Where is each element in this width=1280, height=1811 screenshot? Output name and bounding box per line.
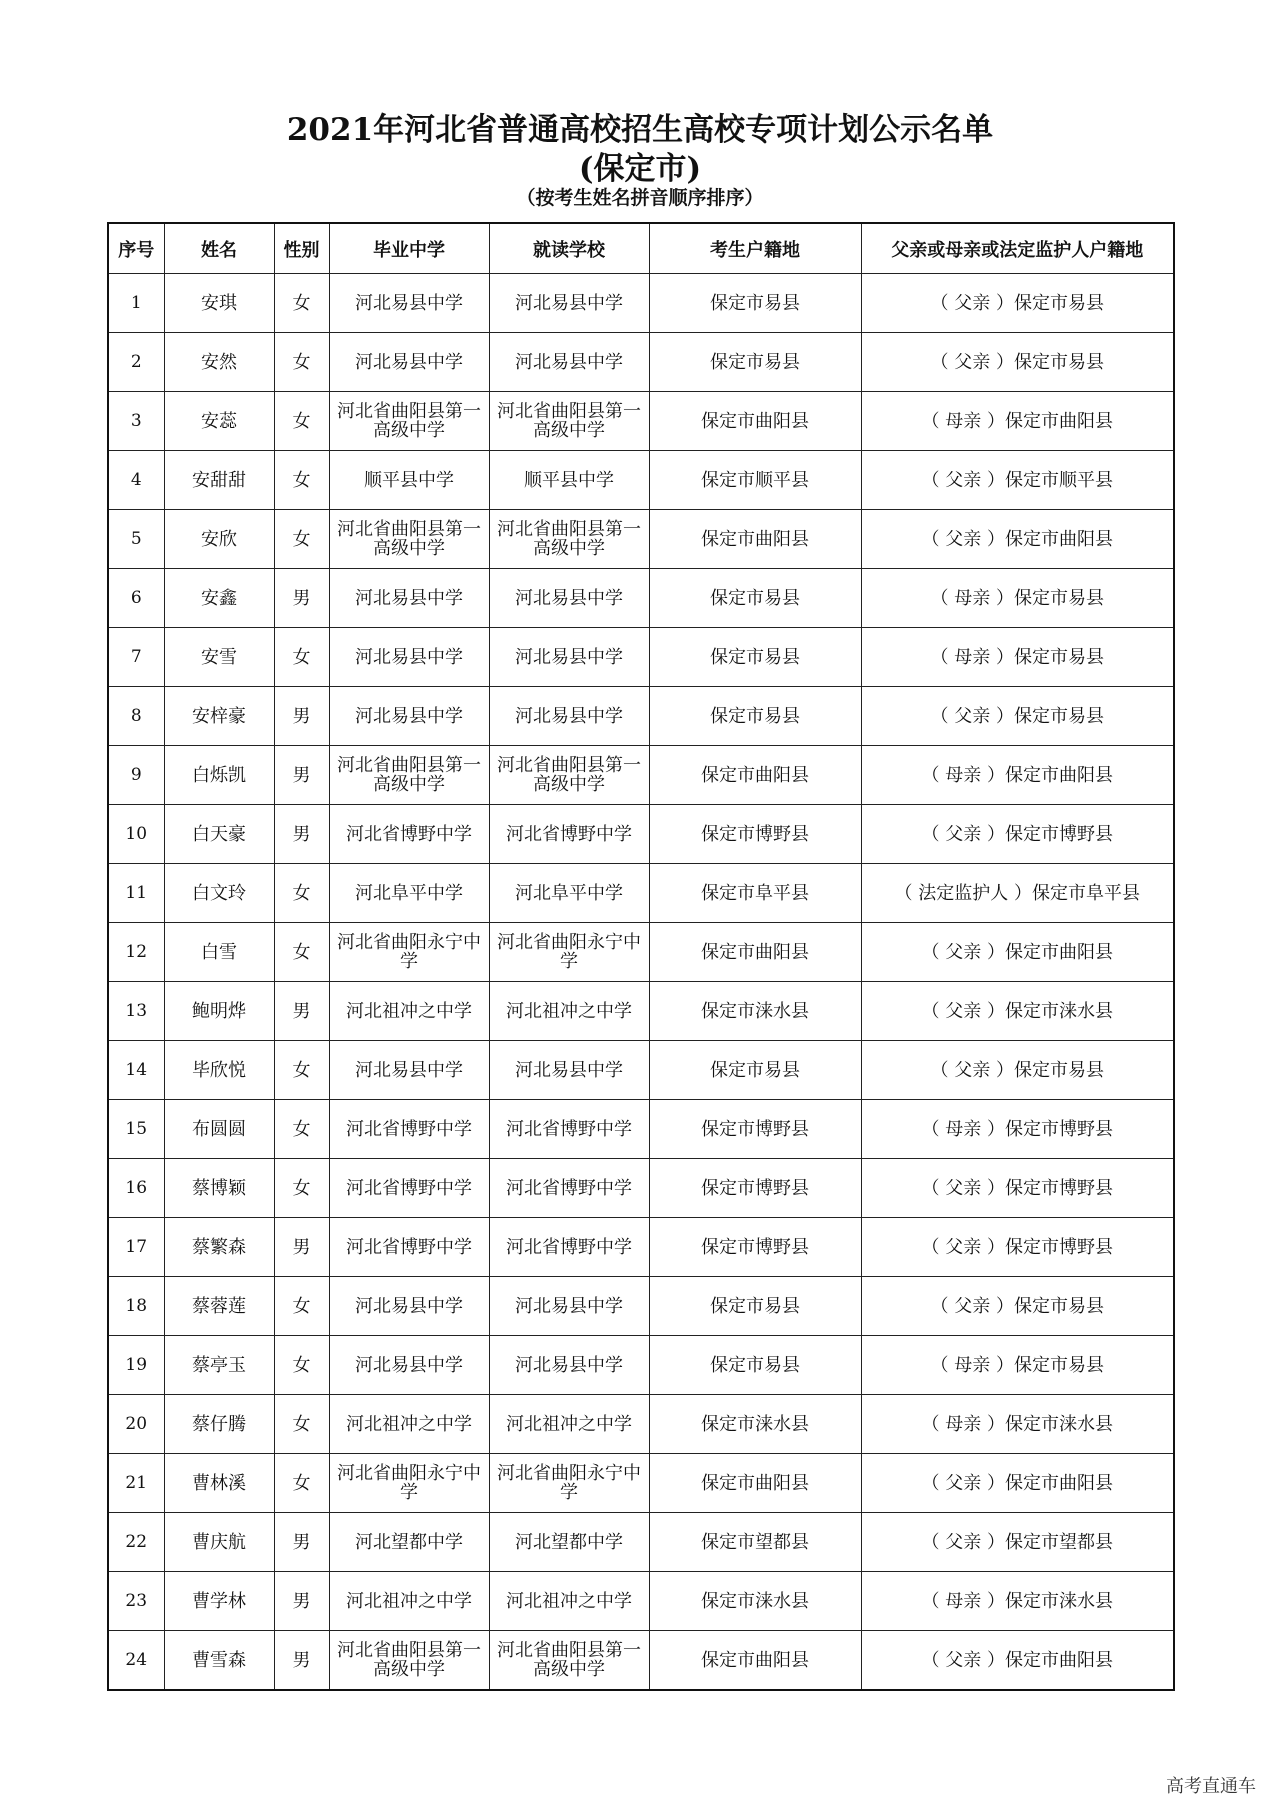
cell-grad-school: 河北易县中学	[329, 1277, 489, 1336]
cell-seq: 1	[108, 274, 164, 333]
cell-grad-school: 河北易县中学	[329, 333, 489, 392]
cell-student-hukou: 保定市顺平县	[649, 451, 861, 510]
cell-current-school: 河北望都中学	[489, 1513, 649, 1572]
cell-student-hukou: 保定市易县	[649, 1336, 861, 1395]
cell-grad-school: 河北省曲阳永宁中学	[329, 1454, 489, 1513]
cell-gender: 男	[274, 1572, 329, 1631]
cell-grad-school: 河北阜平中学	[329, 864, 489, 923]
cell-grad-school: 河北省曲阳县第一高级中学	[329, 510, 489, 569]
cell-seq: 20	[108, 1395, 164, 1454]
cell-name: 蔡博颖	[164, 1159, 274, 1218]
cell-gender: 女	[274, 451, 329, 510]
cell-student-hukou: 保定市易县	[649, 1041, 861, 1100]
cell-guardian-hukou: （ 父亲 ）保定市曲阳县	[861, 1454, 1174, 1513]
table-row	[108, 1572, 1174, 1631]
cell-grad-school: 河北省博野中学	[329, 1100, 489, 1159]
cell-current-school: 河北省曲阳县第一高级中学	[489, 746, 649, 805]
cell-name: 安然	[164, 333, 274, 392]
cell-seq: 5	[108, 510, 164, 569]
cell-name: 曹学林	[164, 1572, 274, 1631]
cell-seq: 11	[108, 864, 164, 923]
cell-guardian-hukou: （ 父亲 ）保定市涞水县	[861, 982, 1174, 1041]
cell-grad-school: 河北省曲阳永宁中学	[329, 923, 489, 982]
cell-student-hukou: 保定市涞水县	[649, 982, 861, 1041]
cell-student-hukou: 保定市涞水县	[649, 1395, 861, 1454]
cell-student-hukou: 保定市易县	[649, 628, 861, 687]
cell-seq: 10	[108, 805, 164, 864]
cell-guardian-hukou: （ 母亲 ）保定市涞水县	[861, 1572, 1174, 1631]
document-subtitle: (保定市)	[578, 151, 702, 187]
cell-name: 蔡蓉莲	[164, 1277, 274, 1336]
cell-seq: 23	[108, 1572, 164, 1631]
cell-student-hukou: 保定市易县	[649, 333, 861, 392]
cell-seq: 24	[108, 1631, 164, 1691]
table-row	[108, 1336, 1174, 1395]
cell-student-hukou: 保定市博野县	[649, 1218, 861, 1277]
cell-seq: 8	[108, 687, 164, 746]
cell-name: 安琪	[164, 274, 274, 333]
cell-seq: 9	[108, 746, 164, 805]
cell-gender: 男	[274, 569, 329, 628]
cell-student-hukou: 保定市博野县	[649, 805, 861, 864]
cell-gender: 女	[274, 628, 329, 687]
cell-gender: 女	[274, 1336, 329, 1395]
cell-gender: 女	[274, 392, 329, 451]
cell-guardian-hukou: （ 母亲 ）保定市易县	[861, 569, 1174, 628]
cell-current-school: 河北省曲阳县第一高级中学	[489, 510, 649, 569]
table-row	[108, 1218, 1174, 1277]
header-current-school: 就读学校	[489, 223, 649, 274]
cell-current-school: 河北省博野中学	[489, 1100, 649, 1159]
sort-note: （按考生姓名拼音顺序排序）	[516, 187, 764, 209]
cell-gender: 男	[274, 1513, 329, 1572]
cell-student-hukou: 保定市曲阳县	[649, 510, 861, 569]
cell-gender: 男	[274, 687, 329, 746]
cell-name: 布圆圆	[164, 1100, 274, 1159]
cell-grad-school: 河北易县中学	[329, 1336, 489, 1395]
cell-seq: 19	[108, 1336, 164, 1395]
cell-gender: 女	[274, 1041, 329, 1100]
table-row	[108, 569, 1174, 628]
cell-current-school: 河北阜平中学	[489, 864, 649, 923]
table-row	[108, 687, 1174, 746]
cell-student-hukou: 保定市易县	[649, 274, 861, 333]
cell-grad-school: 河北易县中学	[329, 274, 489, 333]
cell-current-school: 河北省曲阳县第一高级中学	[489, 392, 649, 451]
cell-gender: 女	[274, 333, 329, 392]
cell-name: 白雪	[164, 923, 274, 982]
cell-student-hukou: 保定市曲阳县	[649, 746, 861, 805]
table-row	[108, 1513, 1174, 1572]
cell-current-school: 河北易县中学	[489, 1336, 649, 1395]
cell-current-school: 河北省曲阳永宁中学	[489, 1454, 649, 1513]
cell-guardian-hukou: （ 父亲 ）保定市易县	[861, 1041, 1174, 1100]
cell-seq: 14	[108, 1041, 164, 1100]
cell-seq: 7	[108, 628, 164, 687]
cell-grad-school: 河北祖冲之中学	[329, 1572, 489, 1631]
header-gender: 性别	[274, 223, 329, 274]
cell-gender: 女	[274, 923, 329, 982]
cell-guardian-hukou: （ 父亲 ）保定市顺平县	[861, 451, 1174, 510]
cell-current-school: 河北易县中学	[489, 569, 649, 628]
cell-student-hukou: 保定市易县	[649, 569, 861, 628]
cell-name: 曹庆航	[164, 1513, 274, 1572]
cell-guardian-hukou: （ 父亲 ）保定市曲阳县	[861, 510, 1174, 569]
cell-gender: 女	[274, 1395, 329, 1454]
table-row	[108, 1100, 1174, 1159]
cell-guardian-hukou: （ 父亲 ）保定市博野县	[861, 1159, 1174, 1218]
header-student-hukou: 考生户籍地	[649, 223, 861, 274]
cell-seq: 15	[108, 1100, 164, 1159]
cell-name: 安雪	[164, 628, 274, 687]
cell-student-hukou: 保定市易县	[649, 687, 861, 746]
cell-current-school: 河北省曲阳永宁中学	[489, 923, 649, 982]
cell-guardian-hukou: （ 母亲 ）保定市易县	[861, 628, 1174, 687]
cell-guardian-hukou: （ 父亲 ）保定市望都县	[861, 1513, 1174, 1572]
cell-grad-school: 河北易县中学	[329, 628, 489, 687]
watermark-text: 高考直通车	[1166, 1776, 1256, 1797]
table-row	[108, 510, 1174, 569]
cell-gender: 男	[274, 746, 329, 805]
table-row	[108, 982, 1174, 1041]
cell-seq: 17	[108, 1218, 164, 1277]
cell-guardian-hukou: （ 母亲 ）保定市曲阳县	[861, 392, 1174, 451]
cell-grad-school: 河北省曲阳县第一高级中学	[329, 1631, 489, 1691]
table-row	[108, 451, 1174, 510]
cell-seq: 18	[108, 1277, 164, 1336]
cell-current-school: 顺平县中学	[489, 451, 649, 510]
table-row	[108, 1395, 1174, 1454]
cell-seq: 3	[108, 392, 164, 451]
cell-grad-school: 河北易县中学	[329, 687, 489, 746]
cell-current-school: 河北祖冲之中学	[489, 1572, 649, 1631]
cell-seq: 21	[108, 1454, 164, 1513]
cell-seq: 16	[108, 1159, 164, 1218]
table-row	[108, 392, 1174, 451]
cell-grad-school: 河北祖冲之中学	[329, 1395, 489, 1454]
cell-grad-school: 河北易县中学	[329, 1041, 489, 1100]
cell-student-hukou: 保定市易县	[649, 1277, 861, 1336]
cell-gender: 女	[274, 274, 329, 333]
cell-name: 安蕊	[164, 392, 274, 451]
cell-current-school: 河北易县中学	[489, 1041, 649, 1100]
cell-seq: 22	[108, 1513, 164, 1572]
cell-guardian-hukou: （ 父亲 ）保定市易县	[861, 274, 1174, 333]
table-row	[108, 274, 1174, 333]
table-row	[108, 1041, 1174, 1100]
cell-guardian-hukou: （ 母亲 ）保定市易县	[861, 1336, 1174, 1395]
cell-guardian-hukou: （ 母亲 ）保定市曲阳县	[861, 746, 1174, 805]
table-row	[108, 923, 1174, 982]
cell-guardian-hukou: （ 父亲 ）保定市易县	[861, 687, 1174, 746]
cell-guardian-hukou: （ 父亲 ）保定市易县	[861, 333, 1174, 392]
cell-guardian-hukou: （ 父亲 ）保定市曲阳县	[861, 1631, 1174, 1691]
cell-grad-school: 河北祖冲之中学	[329, 982, 489, 1041]
cell-name: 白天豪	[164, 805, 274, 864]
cell-seq: 13	[108, 982, 164, 1041]
cell-gender: 女	[274, 864, 329, 923]
cell-seq: 6	[108, 569, 164, 628]
table-row	[108, 864, 1174, 923]
cell-current-school: 河北省博野中学	[489, 805, 649, 864]
cell-name: 蔡繁森	[164, 1218, 274, 1277]
cell-name: 白烁凯	[164, 746, 274, 805]
header-seq: 序号	[108, 223, 164, 274]
cell-student-hukou: 保定市博野县	[649, 1100, 861, 1159]
cell-current-school: 河北省博野中学	[489, 1218, 649, 1277]
cell-current-school: 河北易县中学	[489, 333, 649, 392]
cell-grad-school: 河北省曲阳县第一高级中学	[329, 746, 489, 805]
cell-current-school: 河北易县中学	[489, 687, 649, 746]
cell-student-hukou: 保定市望都县	[649, 1513, 861, 1572]
table-body	[108, 274, 1174, 1691]
cell-current-school: 河北省曲阳县第一高级中学	[489, 1631, 649, 1691]
cell-name: 蔡仔腾	[164, 1395, 274, 1454]
cell-name: 鲍明烨	[164, 982, 274, 1041]
cell-grad-school: 河北望都中学	[329, 1513, 489, 1572]
document-title: 2021年河北省普通高校招生高校专项计划公示名单	[286, 112, 994, 148]
cell-grad-school: 河北省博野中学	[329, 1159, 489, 1218]
cell-gender: 女	[274, 1159, 329, 1218]
cell-gender: 女	[274, 510, 329, 569]
cell-student-hukou: 保定市曲阳县	[649, 1631, 861, 1691]
cell-guardian-hukou: （ 父亲 ）保定市博野县	[861, 1218, 1174, 1277]
cell-seq: 4	[108, 451, 164, 510]
table-row	[108, 1631, 1174, 1691]
table-header-row	[108, 223, 1174, 274]
cell-student-hukou: 保定市曲阳县	[649, 1454, 861, 1513]
cell-student-hukou: 保定市曲阳县	[649, 392, 861, 451]
cell-current-school: 河北祖冲之中学	[489, 982, 649, 1041]
cell-guardian-hukou: （ 母亲 ）保定市博野县	[861, 1100, 1174, 1159]
cell-grad-school: 河北省博野中学	[329, 1218, 489, 1277]
cell-guardian-hukou: （ 父亲 ）保定市博野县	[861, 805, 1174, 864]
cell-gender: 男	[274, 1218, 329, 1277]
cell-guardian-hukou: （ 法定监护人 ）保定市阜平县	[861, 864, 1174, 923]
cell-guardian-hukou: （ 父亲 ）保定市曲阳县	[861, 923, 1174, 982]
table-row	[108, 805, 1174, 864]
cell-current-school: 河北易县中学	[489, 274, 649, 333]
cell-student-hukou: 保定市博野县	[649, 1159, 861, 1218]
header-name: 姓名	[164, 223, 274, 274]
header-grad-school: 毕业中学	[329, 223, 489, 274]
cell-current-school: 河北易县中学	[489, 1277, 649, 1336]
cell-name: 毕欣悦	[164, 1041, 274, 1100]
cell-grad-school: 河北省博野中学	[329, 805, 489, 864]
table-row	[108, 1454, 1174, 1513]
cell-gender: 女	[274, 1454, 329, 1513]
cell-grad-school: 河北易县中学	[329, 569, 489, 628]
cell-gender: 男	[274, 805, 329, 864]
cell-name: 蔡亭玉	[164, 1336, 274, 1395]
table-row	[108, 1277, 1174, 1336]
cell-name: 安欣	[164, 510, 274, 569]
cell-student-hukou: 保定市阜平县	[649, 864, 861, 923]
cell-seq: 12	[108, 923, 164, 982]
cell-guardian-hukou: （ 母亲 ）保定市涞水县	[861, 1395, 1174, 1454]
table-row	[108, 628, 1174, 687]
cell-student-hukou: 保定市曲阳县	[649, 923, 861, 982]
cell-name: 白文玲	[164, 864, 274, 923]
cell-grad-school: 顺平县中学	[329, 451, 489, 510]
table-row	[108, 746, 1174, 805]
cell-grad-school: 河北省曲阳县第一高级中学	[329, 392, 489, 451]
cell-name: 安甜甜	[164, 451, 274, 510]
cell-name: 安鑫	[164, 569, 274, 628]
cell-name: 曹雪森	[164, 1631, 274, 1691]
cell-seq: 2	[108, 333, 164, 392]
cell-guardian-hukou: （ 父亲 ）保定市易县	[861, 1277, 1174, 1336]
cell-current-school: 河北祖冲之中学	[489, 1395, 649, 1454]
table-row	[108, 1159, 1174, 1218]
cell-gender: 女	[274, 1277, 329, 1336]
cell-gender: 男	[274, 982, 329, 1041]
roster-table	[107, 222, 1175, 1691]
cell-current-school: 河北省博野中学	[489, 1159, 649, 1218]
cell-current-school: 河北易县中学	[489, 628, 649, 687]
table-row	[108, 333, 1174, 392]
cell-name: 安梓豪	[164, 687, 274, 746]
header-guardian-hukou: 父亲或母亲或法定监护人户籍地	[861, 223, 1174, 274]
cell-name: 曹林溪	[164, 1454, 274, 1513]
cell-gender: 男	[274, 1631, 329, 1691]
cell-gender: 女	[274, 1100, 329, 1159]
cell-student-hukou: 保定市涞水县	[649, 1572, 861, 1631]
